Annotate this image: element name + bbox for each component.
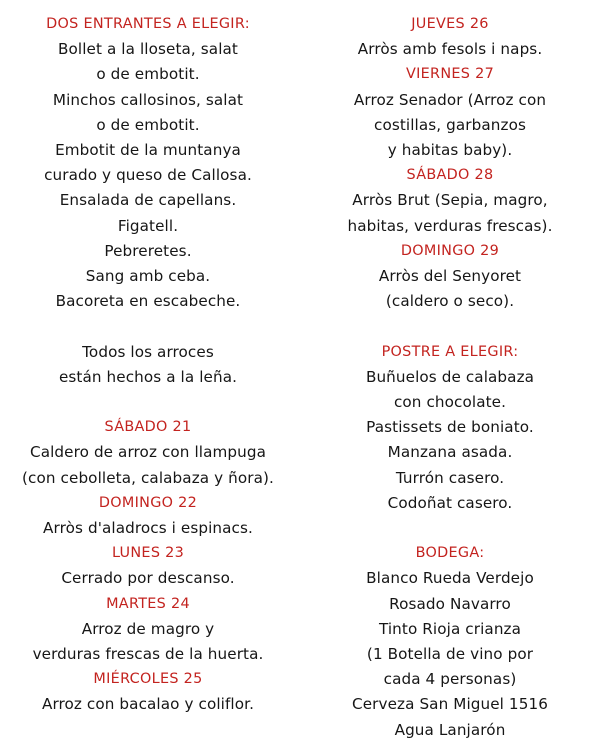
entrante-item: Pebreretes. [104,241,192,260]
day-dish: (caldero o seco). [385,292,515,311]
bodega-item: Cerveza San Miguel 1516 [352,695,548,714]
left-column [0,12,296,718]
day-dish: Arròs amb fesols i naps. [357,40,543,59]
day-dish: Arroz con bacalao y coliflor. [41,695,255,714]
spacer [0,314,296,339]
entrante-item: Figatell. [117,216,179,235]
entrante-item: Ensalada de capellans. [59,191,237,210]
bodega-item: Blanco Rueda Verdejo [366,569,534,588]
day-heading-viernes-27: VIERNES 27 [405,66,495,83]
bodega-item: (1 Botella de vino por [366,645,534,664]
entrante-item: o de embotit. [96,65,200,84]
entrante-item: Minchos callosinos, salat [52,90,244,109]
day-heading-domingo-29: DOMINGO 29 [400,242,500,259]
entrante-item: Bacoreta en escabeche. [55,292,241,311]
day-dish: verduras frescas de la huerta. [32,645,264,664]
day-heading-domingo-22: DOMINGO 22 [98,494,198,511]
postre-item: Manzana asada. [387,443,513,462]
day-dish: Arròs Brut (Sepia, magro, [352,191,548,210]
postre-heading: POSTRE A ELEGIR: [381,343,519,360]
day-dish: y habitas baby). [387,141,513,160]
postre-item: Pastissets de boniato. [366,418,534,437]
postre-item: Turrón casero. [395,468,505,487]
day-dish: habitas, verduras frescas). [347,216,553,235]
spacer [300,516,600,541]
entrante-item: Sang amb ceba. [85,267,211,286]
day-dish: Arròs del Senyoret [378,267,522,286]
day-heading-miercoles-25: MIÉRCOLES 25 [93,671,203,688]
spacer [300,314,600,339]
arroces-note: Todos los arroces [82,342,214,361]
day-dish: Caldero de arroz con llampuga [30,443,266,462]
entrante-item: curado y queso de Callosa. [44,166,252,185]
entrante-item: o de embotit. [96,115,200,134]
arroces-note: están hechos a la leña. [58,367,238,386]
bodega-item: Rosado Navarro [389,594,511,613]
spacer [0,390,296,415]
day-dish: Arroz Senador (Arroz con [353,90,547,109]
bodega-heading: BODEGA: [415,545,485,562]
day-heading-sabado-21: SÁBADO 21 [104,419,192,436]
day-dish: (con cebolleta, calabaza y ñora). [22,468,274,487]
day-dish: Arròs d'aladrocs i espinacs. [43,519,253,538]
day-heading-sabado-28: SÁBADO 28 [406,167,494,184]
postre-item: Codoñat casero. [387,493,513,512]
entrante-item: Embotit de la muntanya [55,141,241,160]
entrante-item: Bollet a la lloseta, salat [58,40,238,59]
entrantes-heading: DOS ENTRANTES A ELEGIR: [46,16,250,32]
day-heading-lunes-23: LUNES 23 [111,545,185,562]
day-dish: Cerrado por descanso. [61,569,235,588]
day-dish: costillas, garbanzos [374,115,526,134]
right-column [300,12,600,743]
postre-item: con chocolate. [393,393,507,412]
day-heading-jueves-26: JUEVES 26 [411,16,489,32]
postre-item: Buñuelos de calabaza [365,367,535,386]
day-heading-martes-24: MARTES 24 [106,595,190,612]
bodega-item: Tinto Rioja crianza [378,619,522,638]
bodega-item: Agua Lanjarón [394,720,506,739]
bodega-item: cada 4 personas) [383,670,517,689]
day-dish: Arroz de magro y [81,619,215,638]
